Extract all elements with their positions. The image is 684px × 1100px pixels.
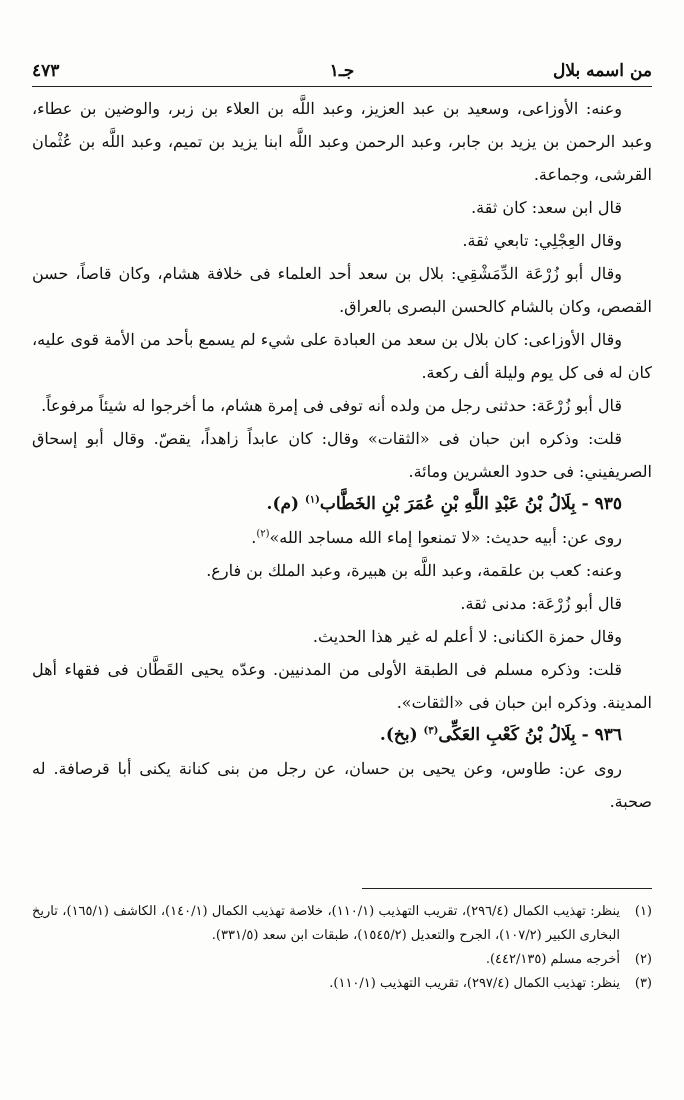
running-title: من اسمه بلال	[552, 61, 652, 81]
paragraph: وقال العِجْلِي: تابعي ثقة.	[462, 231, 622, 250]
footnote-divider	[362, 888, 652, 889]
paragraph: قلت: وذكره مسلم فى الطبقة الأولى من المدنيين. وعدّه يحيى القَطَّان فى فقهاء أهل المدينة. وذكره ابن حبان فى «الثقات».	[32, 660, 652, 712]
footnote-marker: (٢)	[256, 528, 270, 540]
paragraph: روى عن: طاوس، وعن يحيى بن حسان، عن رجل من بنى كنانة يكنى أبا قرصافة. له صحبة.	[32, 759, 652, 811]
footnote-number: (٣)	[634, 976, 652, 991]
paragraph: وعنه: الأوزاعى، وسعيد بن عبد العزيز، وعبد اللَّه بن العلاء بن زبر، والوضين بن عطاء، وعبد الرحمن بن يزيد بن جابر، وعبد الرحمن وعبد اللَّه ابنا يزيد بن تميم، وعبد اللَّه بن عُثْمان القرشى، وجماعة.	[32, 99, 652, 184]
paragraph: قال أبو زُرْعَة: حدثنى رجل من ولده أنه توفى فى إمرة هشام، ما أخرجوا له شيئاً مرفوعاً.	[41, 396, 622, 415]
footnote	[32, 900, 652, 948]
footnote-text: ينظر: تهذيب الكمال (٢٩٧/٤)، تقريب التهذيب (١١٠/١).	[329, 976, 620, 991]
footnote-text: أخرجه مسلم (٤٤٢/١٣٥).	[485, 952, 620, 967]
paragraph: وقال الأوزاعى: كان بلال بن سعد من العبادة على شيء لم يسمع بأحد من الأمة قوى عليه، كان له فى كل يوم وليلة ألف ركعة.	[32, 330, 652, 382]
entry-heading-935	[32, 488, 652, 521]
paragraph: وقال حمزة الكنانى: لا أعلم له غير هذا الحديث.	[312, 627, 622, 646]
footnote-marker: (٣)	[423, 725, 439, 737]
volume-number: جـ١	[329, 61, 355, 81]
paragraph: قال أبو زُرْعَة: مدنى ثقة.	[460, 594, 622, 613]
footnote	[32, 948, 652, 972]
entry-heading-936	[32, 719, 652, 752]
footnote-number: (٢)	[634, 952, 652, 967]
footnote-number: (١)	[634, 904, 652, 919]
paragraph: وقال أبو زُرْعَة الدِّمَشْقِي: بلال بن سعد أحد العلماء فى خلافة هشام، وكان قاصاً، حسن القصص، وكان بالشام كالحسن البصرى بالعراق.	[32, 264, 652, 316]
entry-title: ٩٣٦ - بِلَالُ بْنُ كَعْبِ العَكِّى	[438, 725, 622, 745]
footnote	[32, 972, 652, 996]
paragraph: روى عن: أبيه حديث: «لا تمنعوا إماء الله مساجد الله»$^{(٢)}$.	[251, 528, 622, 547]
footnote-marker: (١)	[304, 494, 320, 506]
footnotes	[32, 900, 652, 996]
entry-code: (م).	[266, 494, 300, 514]
paragraph: قلت: وذكره ابن حبان فى «الثقات» وقال: كان عابداً زاهداً، يقصّ. وقال أبو إسحاق الصريفيني: فى حدود العشرين ومائة.	[32, 429, 652, 481]
paragraph-text: روى عن: أبيه حديث: «لا تمنعوا إماء الله مساجد الله»	[269, 528, 622, 547]
paragraph: وعنه: كعب بن علقمة، وعبد اللَّه بن هبيرة، وعبد الملك بن فارع.	[206, 561, 622, 580]
entry-code: (بخ).	[379, 725, 418, 745]
page-number: ٤٧٣	[32, 61, 60, 81]
paragraph: قال ابن سعد: كان ثقة.	[471, 198, 622, 217]
entry-title: ٩٣٥ - بِلَالُ بْنُ عَبْدِ اللَّهِ بْنِ عُمَرَ بْنِ الخَطَّاب	[319, 494, 622, 514]
footnote-text: ينظر: تهذيب الكمال (٢٩٦/٤)، تقريب التهذيب (١١٠/١)، خلاصة تهذيب الكمال (١٤٠/١)، الكاشف (١٦٥/١)، تاريخ البخارى الكبير (١٠٧/٢)، الجرح والتعديل (١٥٤٥/٢)، طبقات ابن سعد (٣٣١/٥).	[32, 904, 620, 943]
page-header	[32, 56, 652, 87]
main-text	[32, 92, 652, 818]
